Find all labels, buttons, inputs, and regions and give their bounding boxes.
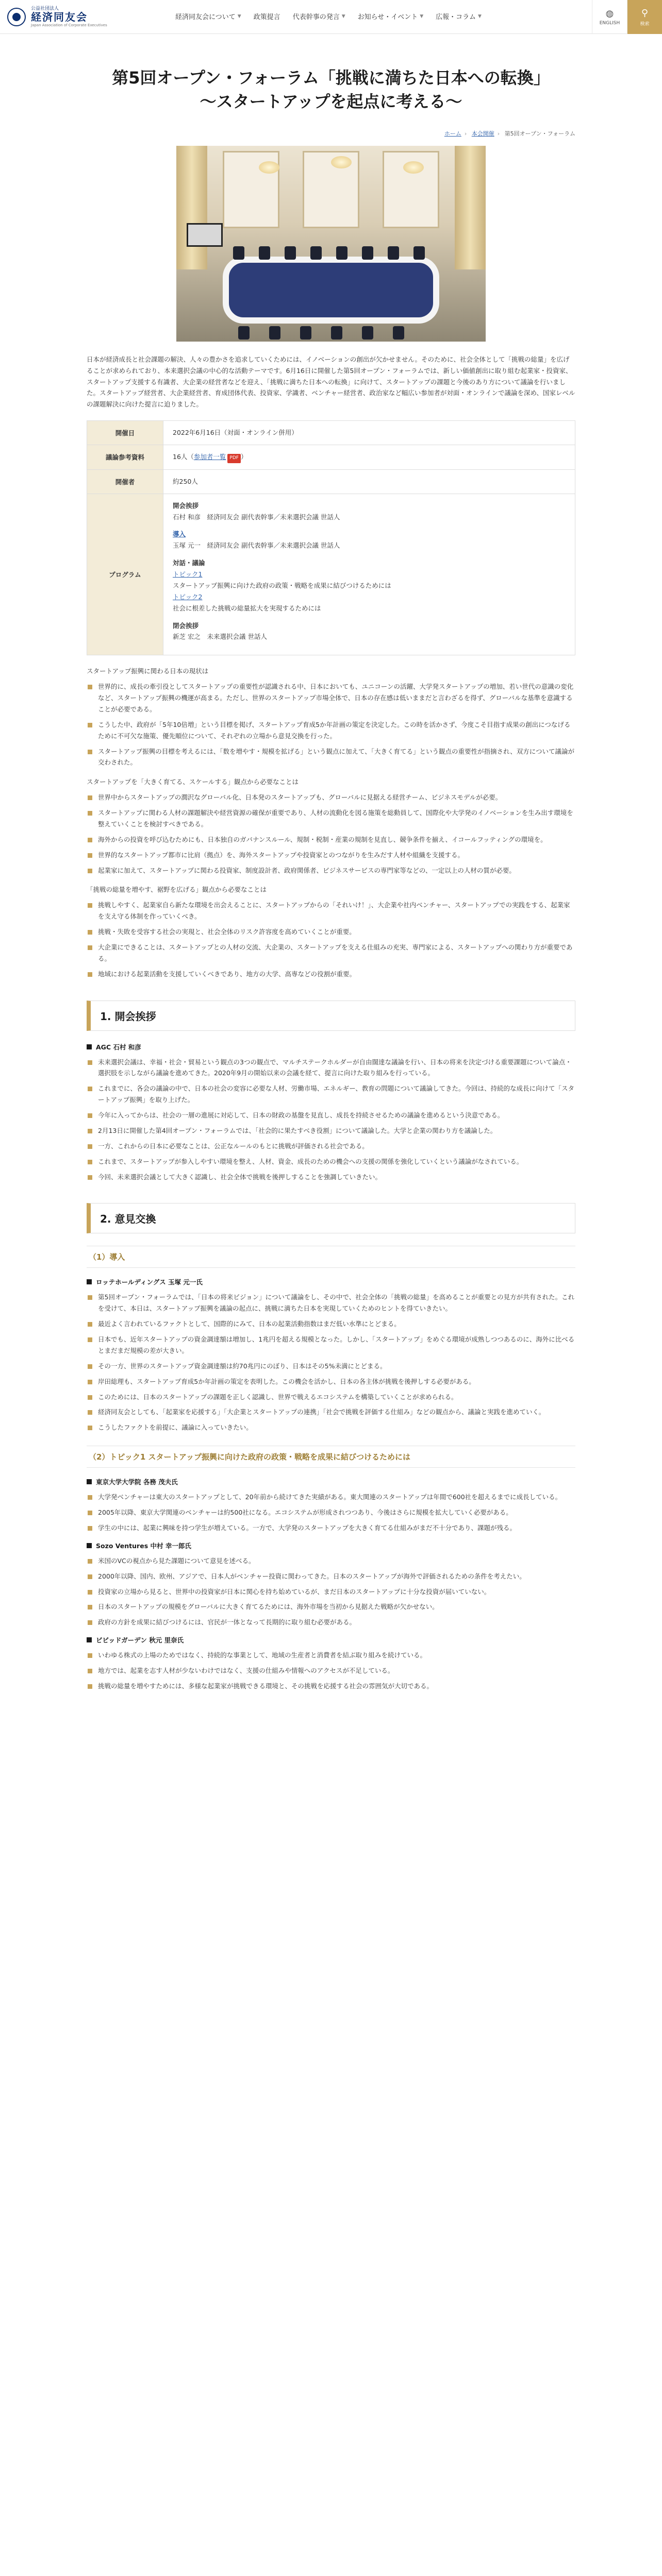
main-content [87, 45, 575, 1699]
list-item: その一方、世界のスタートアップ資金調達額は約70兆円にのぼり、日本はその5%未満にとどまる。 [87, 1361, 575, 1372]
search-button[interactable]: ⚲ 検索 [627, 0, 662, 34]
list-item: 大学発ベンチャーは東大のスタートアップとして、20年前から続けてきた実績がある。東大関連のスタートアップは年間で600社を超えるまでに成長している。 [87, 1492, 575, 1503]
square-bullet-icon [87, 1479, 92, 1484]
topic1-link[interactable]: トピック1 [173, 570, 203, 579]
list-item: 世界的なスタートアップ都市に比肩（拠点）を、海外スタートアップや投資家とのつながりを生みだす人材や組織を支援する。 [87, 850, 575, 861]
list-item: スタートアップ振興の目標を考えるには、「数を増やす・規模を拡げる」という観点に加えて、「大きく育てる」という観点の重要性が指摘され、双方について議論が交わされた。 [87, 746, 575, 769]
list-item: 世界的に、成長の牽引役としてスタートアップの重要性が認識される中、日本においても、ユニコーンの活躍、大学発スタートアップの増加、若い世代の意識の変化など、スタートアップ振興の機運が高まる。ただし、世界のスタートアップ市場全体で、日本の存在感は低いままだと言わざるを得ず、グローバルな基準を意識することが必要である。 [87, 681, 575, 715]
chevron-down-icon: ▼ [420, 13, 424, 19]
info-value-program [163, 494, 575, 655]
list-item: 経済同友会としても、「起業家を応援する」「大企業とスタートアップの連携」「社会で挑戦を評価する仕組み」などの観点から、議論と実践を進めていく。 [87, 1406, 575, 1418]
square-bullet-icon [87, 1044, 92, 1049]
info-value-date: 2022年6月16日（対面・オンライン併用） [163, 421, 575, 445]
list-item: 投資家の立場から見ると、世界中の投資家が日本に関心を持ち始めているが、まだ日本のスタートアップに十分な投資が届いていない。 [87, 1586, 575, 1598]
list-item: こうしたファクトを前提に、議論に入っていきたい。 [87, 1422, 575, 1433]
summary-lead-1: スタートアップ振興に関わる日本の現状は [87, 667, 209, 675]
nav-item-policy[interactable]: 政策提言 [253, 13, 280, 21]
list-item: 最近よく言われているファクトとして、国際的にみて、日本の起業活動指数はまだ低い水準にとどまる。 [87, 1318, 575, 1330]
list-item: スタートアップに関わる人材の課題解決や経営資源の確保が重要であり、人材の流動化を図る施策を総動員して、国際化や大学発のイノベーションを生み出す環境を整えていくことを検討すべきである。 [87, 807, 575, 830]
forum-photo [176, 146, 486, 342]
topic2-link[interactable]: トピック2 [173, 592, 203, 601]
speaker-label: Sozo Ventures 中村 幸一郎氏 [87, 1541, 575, 1550]
logo-mark-icon [7, 8, 26, 26]
utility-nav [592, 0, 662, 34]
list-item: これまで、スタートアップが参入しやすい環境を整え、人材、資金、成長のための機会への支援の関係を強化していくという議論がなされている。 [87, 1156, 575, 1167]
intro-remarks-list [87, 1292, 575, 1433]
list-item: 日本のスタートアップの規模をグローバルに大きく育てるためには、海外市場を当初から見据えた戦略が欠かせない。 [87, 1601, 575, 1613]
section-opening-heading: 1. 開会挨拶 [87, 1001, 575, 1031]
list-item: 今回、未来選択会議として大きく認識し、社会全体で挑戦を後押しすることを強調していきたい。 [87, 1172, 575, 1183]
section-discussion-heading: 2. 意見交換 [87, 1203, 575, 1233]
list-item: 一方、これからの日本に必要なことは、公正なルールのもとに挑戦が評価される社会である。 [87, 1141, 575, 1152]
list-item: 世界中からスタートアップの潤沢なグローバル化、日本発のスタートアップも、グローバルに見据える経営チーム、ビジネスモデルが必要。 [87, 792, 575, 803]
info-label-date: 開催日 [87, 421, 163, 445]
breadcrumb-current: 第5回オープン・フォーラム [504, 130, 575, 137]
summary-lead-2: スタートアップを「大きく育てる、スケールする」観点から必要なことは [87, 778, 299, 786]
list-item: 日本でも、近年スタートアップの資金調達額は増加し、1兆円を超える規模となった。しかし、「スタートアップ」をめぐる環境が成熟しつつあるのに、海外に比べるとまだまだ規模の差が大きい。 [87, 1334, 575, 1357]
summary-list-1 [87, 681, 575, 768]
opening-remarks-list [87, 1057, 575, 1183]
info-label-program: プログラム [87, 494, 163, 655]
program-closing: 閉会挨拶 新芝 宏之 未来選択会議 世話人 [173, 621, 267, 641]
breadcrumb-events[interactable]: 本会開催 [471, 130, 494, 137]
chevron-down-icon: ▼ [237, 13, 241, 19]
list-item: 2000年以降、国内、欧州、アジアで、日本人がベンチャー投資に関わってきた。日本のスタートアップが海外で評価されるための条件を考えたい。 [87, 1571, 575, 1582]
english-button[interactable]: ◍ ENGLISH [592, 0, 627, 34]
list-item: 2005年以降、東京大学関連のベンチャーは約500社になる。エコシステムが形成されつつあり、今後はさらに規模を拡大していく必要がある。 [87, 1507, 575, 1518]
list-item: これまでに、各会の議論の中で、日本の社会の変容に必要な人材、労働市場、エネルギー、教育の問題について議論してきた。今回は、持続的な成長に向けて「スタートアップ振興」を取り上げた。 [87, 1083, 575, 1106]
breadcrumb-home[interactable]: ホーム [444, 130, 461, 137]
globe-icon: ◍ [605, 8, 614, 19]
program-opening: 開会挨拶 石村 和彦 経済同友会 副代表幹事／未来選択会議 世話人 [173, 501, 340, 521]
subsection-topic1-heading: （2）トピック1 スタートアップ振興に向けた政府の政策・戦略を成果に結びつけるためには [87, 1446, 575, 1468]
summary-lead-3: 「挑戦の総量を増やす、裾野を広げる」観点から必要なことは [87, 886, 267, 894]
info-label-materials: 議論参考資料 [87, 445, 163, 470]
list-item: 挑戦・失敗を受容する社会の実現と、社会全体のリスク許容度を高めていくことが重要。 [87, 926, 575, 938]
list-item: こうした中、政府が「5年10倍増」という目標を掲げ、スタートアップ育成5か年計画の策定を決定した。この時を活かさず、今度こそ目指す成果の創出につなげるために不可欠な施策、優先順位について、それぞれの立場から意見交換を行った。 [87, 719, 575, 742]
event-info-table [87, 420, 575, 655]
list-item: 未来選択会議は、幸福・社会・貿易という観点の3つの観点で、マルチステークホルダーが自由闊達な議論を行い、日本の将来を決定づける重要課題について論点・選択肢を示しながら議論を進めてきた。2020年9月の開始以来の会議を経て、提言に向けた取り組みを行っている。 [87, 1057, 575, 1079]
program-discussion: 対話・議論 トピック1 スタートアップ振興に向けた政府の政策・戦略を成果に結びつけるためには トピック2 社会に根差した挑戦の総量拡大を実現するためには [173, 557, 566, 614]
site-header [0, 0, 662, 34]
summary-list-3 [87, 900, 575, 979]
info-value-materials: 16人（参加者一覧 PDF ） [163, 445, 575, 470]
global-nav [175, 11, 494, 21]
info-value-attendees: 約250人 [163, 469, 575, 494]
breadcrumb: ホーム › 本会開催 › 第5回オープン・フォーラム [444, 130, 575, 137]
intro-text: 日本が経済成長と社会課題の解決、人々の豊かさを追求していくためには、イノベーションの創出が欠かせません。そのために、社会全体として「挑戦の総量」を広げることが求められており、本来選択会議の中心的な活動テーマです。6月16日に開催した第5回オープン・フォーラムでは、新しい価値創出に取り組む起業家・投資家、スタートアップ支援する有識者、大企業の経営者などを迎え、「挑戦に満ちた日本への転換」に向けて、スタートアップの課題と今後のあり方について議論を行いました。スタートアップ経営者、大企業経営者、育成団体代表、投資家、学識者、ベンチャー経営者、政治家など幅広い参加者が対面・オンラインで議論を深め、国家レベルの課題解決に向けた提言に迫りました。 [87, 355, 575, 409]
list-item: 第5回オープン・フォーラムでは、「日本の将来ビジョン」について議論をし、その中で、社会全体の「挑戦の総量」を高めることが重要との見方が共有された。これを受けて、本日は、スタートアップ振興を議論の起点に、挑戦に満ちた日本を実現していくためのヒントを得ていきたい。 [87, 1292, 575, 1314]
chevron-down-icon: ▼ [478, 13, 482, 19]
search-icon: ⚲ [641, 7, 649, 19]
list-item: 地方では、起業を志す人材が少ないわけではなく、支援の仕組みや情報へのアクセスが不足している。 [87, 1665, 575, 1676]
list-item: 学生の中には、起業に興味を持つ学生が増えている。一方で、大学発のスタートアップを大きく育てる仕組みがまだ不十分であり、課題が残る。 [87, 1522, 575, 1534]
square-bullet-icon [87, 1637, 92, 1642]
nav-item-chairman[interactable]: 代表幹事の発言 ▼ [292, 13, 345, 21]
site-logo[interactable] [7, 6, 107, 27]
list-item: いわゆる株式の上場のためではなく、持続的な事業として、地域の生産者と消費者を結ぶ取り組みを続けている。 [87, 1650, 575, 1661]
speaker-label: AGC 石村 和彦 [87, 1042, 575, 1052]
speaker-label: 東京大学大学院 各務 茂夫氏 [87, 1477, 575, 1486]
list-item: 挑戦の総量を増やすためには、多様な起業家が挑戦できる環境と、その挑戦を応援する社会の雰囲気が大切である。 [87, 1681, 575, 1692]
info-label-attendees: 開催者 [87, 469, 163, 494]
nav-item-pr[interactable]: 広報・コラム ▼ [436, 13, 482, 21]
list-item: 米国のVCの視点から見た課題について意見を述べる。 [87, 1555, 575, 1567]
list-item: 2月13日に開催した第4回オープン・フォーラムでは、「社会的に果たすべき役割」について議論した。大学と企業の関わり方を議論した。 [87, 1125, 575, 1137]
list-item: 今年に入ってからは、社会の一層の進展に対応して、日本の財政の基盤を見直し、成長を持続させるための議論を進めるという決意である。 [87, 1110, 575, 1121]
nav-item-about[interactable]: 経済同友会について ▼ [175, 13, 241, 21]
chevron-down-icon: ▼ [341, 13, 345, 19]
page-title: 第5回オープン・フォーラム「挑戦に満ちた日本への転換」 〜スタートアップを起点に考える〜 [112, 68, 550, 112]
list-item: 政府の方針を成果に結びつけるには、官民が一体となって長期的に取り組む必要がある。 [87, 1617, 575, 1628]
summary-list-2 [87, 792, 575, 876]
nav-item-news[interactable]: お知らせ・イベント ▼ [357, 13, 424, 21]
topic1-remarks-list-2 [87, 1555, 575, 1628]
square-bullet-icon [87, 1543, 92, 1548]
participants-pdf-link[interactable]: 参加者一覧 [193, 453, 226, 461]
logo-main-text: 経済同友会 [31, 11, 88, 24]
speaker-label: ビビッドガーデン 秋元 里奈氏 [87, 1635, 575, 1645]
list-item: 岸田総理も、スタートアップ育成5か年計画の策定を表明した。この機会を活かし、日本の各主体が挑戦を後押しする必要がある。 [87, 1376, 575, 1387]
logo-en-text: Japan Association of Corporate Executives [31, 23, 107, 28]
logo-top-text: 公益社団法人 [31, 6, 59, 11]
square-bullet-icon [87, 1279, 92, 1284]
speaker-label: ロッテホールディングス 玉塚 元一氏 [87, 1277, 575, 1286]
topic1-remarks-list-3 [87, 1650, 575, 1692]
list-item: 起業家に加えて、スタートアップに関わる投資家、制度設計者、政府関係者、ビジネスサービスの専門家等などの、一定以上の人材の質が必要。 [87, 865, 575, 876]
topic1-remarks-list-1 [87, 1492, 575, 1534]
list-item: このためには、日本のスタートアップの課題を正しく認識し、世界で戦えるエコシステムを構築していくことが求められる。 [87, 1392, 575, 1403]
list-item: 挑戦しやすく、起業家自ら新たな環境を出会えることに、スタートアップからの「それいけ！」、大企業や社内ベンチャー、スタートアップでの実践をする、起業家を支え守る体制を作っていくべき。 [87, 900, 575, 922]
program-intro: 導入 玉塚 元一 経済同友会 副代表幹事／未来選択会議 世話人 [173, 530, 340, 550]
subsection-intro-heading: （1）導入 [87, 1246, 575, 1268]
list-item: 地域における起業活動を支援していくべきであり、地方の大学、高専などの役割が重要。 [87, 969, 575, 980]
list-item: 海外からの投資を呼び込むためにも、日本独自のガバナンスルール、規制・税制・産業の規制を見直し、競争条件を揃え、イコールフッティングの環境を。 [87, 834, 575, 845]
pdf-icon: PDF [227, 454, 241, 463]
list-item: 大企業にできることは、スタートアップとの人材の交流、大企業の、スタートアップを支える仕組みの充実、専門家による、スタートアップへの関わり方が重要である。 [87, 942, 575, 964]
